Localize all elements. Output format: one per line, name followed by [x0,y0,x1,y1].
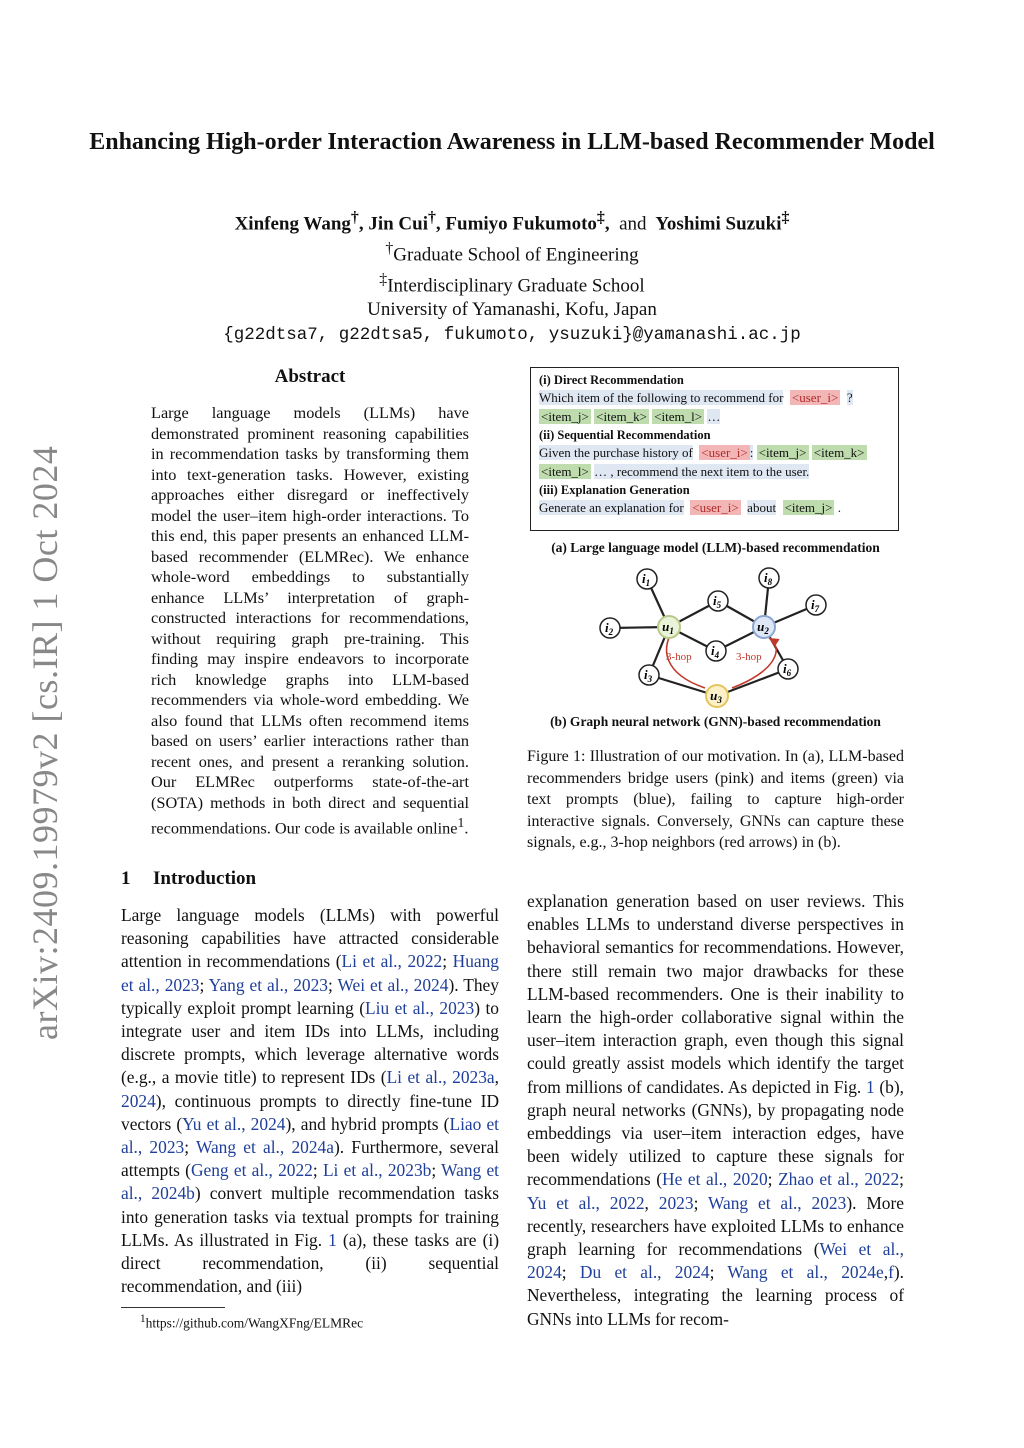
footnote: $^1$https://github.com/WangXFng/ELMRec [140,1313,364,1331]
body-text: ), and hybrid prompts ( [285,1113,450,1134]
citation-link[interactable]: 2024 [121,1090,156,1111]
item-node [639,665,659,685]
citation-link[interactable]: Li et al., 2023a [386,1067,495,1088]
author-mark: ‡ [781,209,790,226]
svg-text:u2: $u_2$ [757,619,769,636]
body-text: ). Furthermore, several attempts ( [121,1137,499,1181]
body-text: ; [899,1169,904,1190]
body-text: ; [312,1160,323,1181]
user-node [706,685,728,707]
prompt-row: <item_l> … , recommend the next item to the user. [541,464,810,479]
item-token: <item_j> [758,445,807,460]
body-text: (a), these tasks are (i) direct recommendation, (ii) sequential recommendation, and (iii) [121,1229,499,1297]
body-text: ), continuous prompts to directly fine-tune ID vectors ( [121,1090,499,1134]
interaction-graph [527,560,904,712]
intro-left-column [121,904,499,1298]
citation-link[interactable]: Wei et al., 2024 [527,1239,904,1283]
body-text: ; [199,974,209,995]
author-mark: † [385,239,394,257]
citation-link[interactable]: 2023 [658,1192,694,1213]
citation-link[interactable]: Wang et al., 2024b [121,1160,499,1204]
body-text: ; [561,1262,580,1283]
footnote-ref: 1 [457,815,465,830]
item-node [637,569,657,589]
user-node [658,616,680,638]
citation-link[interactable]: Liu et al., 2023 [365,997,475,1018]
author-mark: ‡ [379,270,388,288]
citation-link[interactable]: Li et al., 2022 [341,951,443,972]
prompt-row: Given the purchase history of <user_i> : <item_j> <item_k> [539,445,865,460]
svg-text:i4: $i_4$ [710,643,720,660]
prompt-row: Generate an explanation for <user_i> about <item_j> . [539,500,841,515]
author-block [0,206,1024,347]
item-token: <item_l> [541,464,589,479]
body-text: ; [767,1169,779,1190]
body-text: ). They typically exploit prompt learning ( [121,974,499,1018]
author-mark: † [427,209,436,226]
item-node [759,568,779,588]
author-mark: † [350,209,359,226]
svg-text:u3: $u_3$ [710,688,722,705]
figure-caption: Figure 1: Illustration of our motivation. In (a), LLM-based recommenders bridge users (pink) and items (green) via text prompts (blue), failing to capture high-order interactive signals. Conversely, GNNs can capture these signals, e.g., 3-hop neighbors (red arrows) in (b). [527,748,904,851]
user-token: <user_i> [701,445,748,460]
body-text: ) convert multiple recommendation tasks into generation tasks via textual prompts for training LLMs. As illustrated in Fig. [121,1183,499,1250]
task-heading: (iii) Explanation Generation [539,483,690,497]
author-name: Jin Cui [368,213,428,235]
body-text: ) to integrate user and item IDs into LLMs, including discrete prompts, which leverage alternative words (e.g., a movie title) to represent IDs ( [121,997,499,1088]
author-name: Yoshimi Suzuki [655,213,782,235]
intro-right-column [527,890,904,1331]
body-text: explanation generation based on user reviews. This enables LLMs to understand diverse perspectives in behavioral semantics for recommendations. However, there still remain two major drawbacks for these LLM-based recommenders. One is their inability to learn the high-order collaborative signal within the user–item interaction graph, even though this signal could greatly assist models which identify the target from millions of candidates. As depicted in Fig. [527,891,904,1097]
item-token: <item_k> [596,409,647,424]
author-name: Xinfeng Wang [234,213,351,235]
citation-link[interactable]: Yu et al., 2024 [182,1113,286,1134]
user-node [753,616,775,638]
body-text: , [883,1262,889,1283]
item-node [778,659,798,679]
body-text: ; [327,974,338,995]
svg-text:i1: $i_1$ [641,571,651,588]
hop-label: 3-hop [666,651,692,663]
body-text: (b), graph neural networks (GNNs), by propagating node embeddings via user–item interaction edges, have been widely utilized to capture these signals for recommendations ( [527,1076,904,1190]
body-text: ). More recently, researchers have exploited LLMs to enhance graph learning for recommendations ( [527,1192,904,1260]
task-heading: (ii) Sequential Recommendation [539,428,711,442]
svg-text:i6: $i_6$ [782,661,792,678]
author-mark: ‡ [596,209,605,226]
citation-link[interactable]: Huang et al., 2023 [121,951,500,995]
citation-link[interactable]: Du et al., 2024 [579,1262,710,1283]
task-heading: (i) Direct Recommendation [539,373,684,387]
citation-link[interactable]: Wang et al., 2023 [707,1192,847,1213]
figure-prompt-box [530,367,899,531]
citation-link[interactable]: Zhao et al., 2022 [778,1169,900,1190]
body-text: ; [184,1137,196,1158]
author-and: and [619,213,647,235]
svg-text:i5: $i_5$ [712,593,722,610]
affiliation-2: ‡Interdisciplinary Graduate School [379,270,645,296]
section-heading: 1 Introduction [121,868,257,889]
svg-text:i3: $i_3$ [643,667,653,684]
citation-link[interactable]: Wei et al., 2024 [337,974,449,995]
item-node [708,591,728,611]
item-node [600,618,620,638]
paper-title: Enhancing High-order Interaction Awareness in LLM-based Recommender Model [89,129,935,155]
arxiv-sidebar-id: arXiv:2409.19979v2 [cs.IR] 1 Oct 2024 [25,445,65,1040]
abstract-text: Large language models (LLMs) have demonstrated prominent reasoning capabilities in recommendation tasks by transforming them into text-generation tasks. However, existing approaches either disregard or ineffectively model the user–item high-order interactions. To this end, this paper presents an enhanced LLM-based recommender (ELMRec). We enhance whole-word embeddings to substantially enhance LLMs’ interpretation of graph-constructed interactions for recommendations, without requiring graph pre-training. This finding may inspire endeavors to incorporate rich knowledge graphs into LLM-based recommenders via whole-word embedding. We also found that LLMs often recommend items based on users’ earlier interactions rather than recent ones, and present a reranking solution. Our ELMRec outperforms state-of-the-art (SOTA) methods in both direct and sequential recommendations. Our code is available online$^1$. [151,403,469,838]
citation-link[interactable]: Li et al., 2023b [322,1160,432,1181]
body-text: , [494,1067,500,1088]
citation-link[interactable]: 1 [865,1076,875,1097]
body-text: ; [693,1192,708,1213]
abstract-heading: Abstract [274,366,346,387]
citation-link[interactable]: Liao et al., 2023 [121,1113,500,1158]
body-text: ; [431,1160,442,1181]
body-text: ). Nevertheless, integrating the learning process of GNNs into LLMs for recom- [527,1262,904,1329]
citation-link[interactable]: 1 [328,1229,337,1250]
citation-link[interactable]: Wang et al., 2024e [727,1262,884,1283]
item-token: <item_k> [813,445,865,460]
svg-text:i7: $i_7$ [810,597,820,614]
author-names: Xinfeng Wang†, Jin Cui†, Fumiyo Fukumoto‡, and Yoshimi Suzuki‡ [234,209,790,235]
svg-text:i2: $i_2$ [604,620,614,637]
citation-link[interactable]: Geng et al., 2022 [190,1160,313,1181]
citation-link[interactable]: Yang et al., 2023 [208,974,328,995]
figure-caption-b: (b) Graph neural network (GNN)-based recommendation [550,714,881,729]
item-node [706,641,726,661]
item-token: <item_j> [541,409,589,424]
body-text: ; [709,1262,728,1283]
body-text: Large language models (LLMs) with powerful reasoning capabilities have attracted considerable attention in recommendations ( [121,905,499,972]
hop-label: 3-hop [736,651,762,663]
svg-text:u1: $u_1$ [662,619,674,636]
prompt-row: <item_j> <item_k> <item_l> … [541,409,721,424]
hop-arrow-right [732,638,776,688]
body-text: , [644,1192,659,1213]
prompt-row: Which item of the following to recommend for <user_i> ? [539,390,853,405]
affiliation-1: †Graduate School of Engineering [385,239,639,266]
figure-caption-a: (a) Large language model (LLM)-based recommendation [551,540,880,555]
item-node [806,595,826,615]
item-token: <item_j> [784,500,833,515]
svg-text:i8: $i_8$ [763,570,773,587]
item-token: <item_l> [654,409,703,424]
citation-link[interactable]: Yu et al., 2022 [527,1192,645,1213]
author-emails: {g22dtsa7, g22dtsa5, fukumoto, ysuzuki}@yamanashi.ac.jp [223,324,801,345]
user-token: <user_i> [692,500,739,515]
footnote-rule [121,1307,225,1308]
citation-link[interactable]: f [888,1262,894,1283]
affiliation-3: University of Yamanashi, Kofu, Japan [367,299,657,321]
user-token: <user_i> [791,390,839,405]
body-text: ; [442,951,453,972]
citation-link[interactable]: Wang et al., 2024a [195,1137,334,1158]
author-name: Fumiyo Fukumoto [445,213,597,235]
citation-link[interactable]: He et al., 2020 [662,1169,768,1190]
